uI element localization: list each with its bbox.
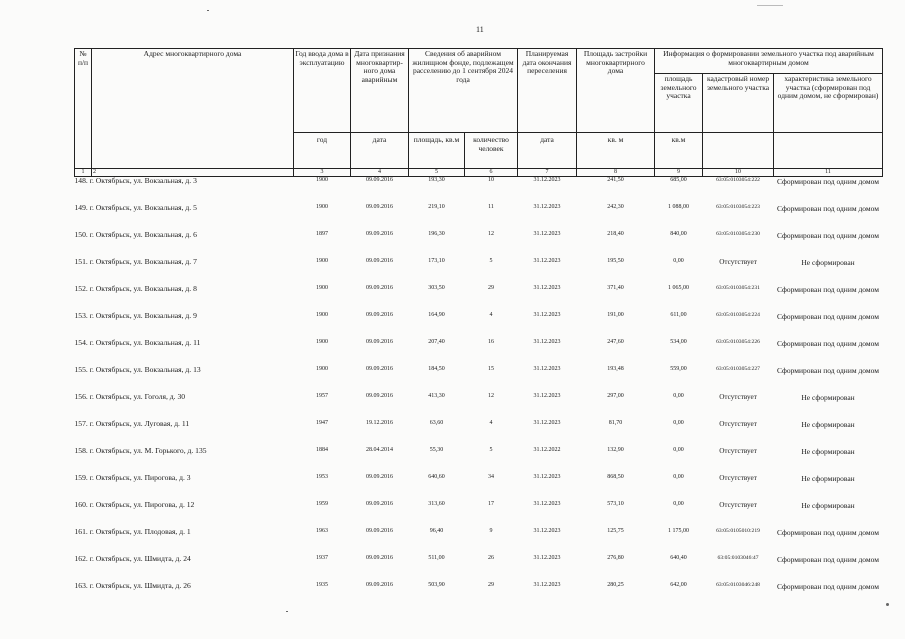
unit-cadastral-empty	[703, 133, 774, 169]
row-people: 10	[488, 177, 494, 183]
row-date: 09.09.2016	[366, 285, 393, 291]
row-year: 1957	[316, 393, 328, 399]
row-year: 1900	[316, 177, 328, 183]
row-address-cell	[75, 500, 294, 527]
unit-people: количество человек	[465, 133, 518, 169]
row-people: 29	[488, 285, 494, 291]
row-land-area: 840,00	[670, 231, 687, 237]
row-footprint: 247,60	[607, 339, 624, 345]
row-address-cell	[75, 177, 294, 204]
row-footprint: 573,10	[607, 501, 624, 507]
row-cadastral: Отсутствует	[719, 393, 757, 401]
row-date: 09.09.2016	[366, 204, 393, 210]
row-cadastral: Отсутствует	[719, 447, 757, 455]
unit-planned: дата	[518, 133, 577, 169]
col-number: 8	[577, 169, 655, 177]
row-footprint: 81,70	[608, 420, 623, 426]
row-footprint: 195,50	[607, 258, 624, 264]
row-address: г. Октябрьск, ул. Луговая, д. 11	[89, 419, 190, 428]
row-status: Сформирован под одним домом	[777, 285, 879, 294]
row-people: 29	[488, 582, 494, 588]
row-number: 159.	[74, 473, 88, 482]
row-address-cell	[75, 338, 294, 365]
row-number: 152.	[74, 284, 88, 293]
row-status: Не сформирован	[801, 447, 855, 456]
table-row	[75, 203, 883, 230]
row-address: г. Октябрьск, ул. Шмидта, д. 24	[89, 554, 191, 563]
row-status: Не сформирован	[801, 258, 855, 267]
row-year: 1937	[316, 555, 328, 561]
row-address: г. Октябрьск, ул. Плодовая, д. 1	[89, 527, 191, 536]
row-cadastral: 63:05:0103054:230	[716, 231, 760, 237]
row-area: 640,60	[428, 474, 445, 480]
row-planned: 31.12.2023	[533, 258, 561, 264]
row-cadastral: 63:05:0103054:227	[716, 366, 760, 372]
row-cadastral: 63:05:0103046:47	[717, 555, 759, 561]
table-row	[75, 257, 883, 284]
row-address-cell	[75, 527, 294, 554]
row-year: 1900	[316, 258, 328, 264]
scan-speck	[886, 603, 889, 606]
row-address-cell	[75, 446, 294, 473]
row-date: 09.09.2016	[366, 393, 393, 399]
row-address-cell	[75, 392, 294, 419]
table-row	[75, 392, 883, 419]
row-number: 149.	[74, 203, 88, 212]
row-area: 164,90	[428, 312, 445, 318]
row-year: 1884	[316, 447, 328, 453]
table-row	[75, 473, 883, 500]
row-planned: 31.12.2022	[533, 447, 561, 453]
row-year: 1897	[316, 231, 328, 237]
row-number: 150.	[74, 230, 88, 239]
row-cadastral: Отсутствует	[719, 501, 757, 509]
header-land-area: площадь земельного участка	[655, 74, 703, 133]
row-planned: 31.12.2023	[533, 582, 561, 588]
row-area: 193,30	[428, 177, 445, 183]
row-footprint: 218,40	[607, 231, 624, 237]
unit-land: кв.м	[655, 133, 703, 169]
unit-date: дата	[351, 133, 409, 169]
row-address-cell	[75, 311, 294, 338]
row-date: 09.09.2016	[366, 474, 393, 480]
row-land-area: 0,00	[673, 420, 684, 426]
row-number: 157.	[74, 419, 88, 428]
row-address-cell	[75, 473, 294, 500]
row-status: Сформирован под одним домом	[777, 312, 879, 321]
row-planned: 31.12.2023	[533, 285, 561, 291]
row-number: 154.	[74, 338, 88, 347]
row-number: 158.	[74, 446, 88, 455]
row-people: 12	[488, 393, 494, 399]
row-cadastral: 63:05:0103046:248	[716, 582, 760, 588]
unit-footprint: кв. м	[577, 133, 655, 169]
row-status: Сформирован под одним домом	[777, 582, 879, 591]
row-address-cell	[75, 581, 294, 608]
row-cadastral: 63:05:0103054:231	[716, 285, 760, 291]
row-date: 09.09.2016	[366, 177, 393, 183]
col-number: 10	[703, 169, 774, 177]
row-date: 09.09.2016	[366, 528, 393, 534]
row-address: г. Октябрьск, ул. Вокзальная, д. 11	[89, 338, 201, 347]
table-row	[75, 311, 883, 338]
scan-speck	[286, 611, 288, 612]
row-people: 12	[488, 231, 494, 237]
row-people: 15	[488, 366, 494, 372]
table-row	[75, 446, 883, 473]
col-number: 4	[351, 169, 409, 177]
row-area: 413,30	[428, 393, 445, 399]
row-date: 09.09.2016	[366, 582, 393, 588]
row-date: 09.09.2016	[366, 312, 393, 318]
row-date: 19.12.2016	[366, 420, 393, 426]
row-date: 09.09.2016	[366, 231, 393, 237]
row-status: Не сформирован	[801, 393, 855, 402]
table-row	[75, 177, 883, 204]
header-date-emergency: Дата признания многоквартир-ного дома аварийным	[351, 49, 409, 133]
row-address: г. Октябрьск, ул. Пирогова, д. 12	[89, 500, 195, 509]
header-cadastral: кадастровый номер земельного участка	[703, 74, 774, 133]
scan-speck	[757, 5, 783, 6]
row-footprint: 191,00	[607, 312, 624, 318]
row-footprint: 132,90	[607, 447, 624, 453]
col-number: 7	[518, 169, 577, 177]
row-planned: 31.12.2023	[533, 474, 561, 480]
row-land-area: 0,00	[673, 393, 684, 399]
col-number: 2	[92, 169, 294, 177]
row-date: 09.09.2016	[366, 366, 393, 372]
col-number: 6	[465, 169, 518, 177]
row-area: 511,00	[428, 555, 445, 561]
row-area: 96,40	[429, 528, 444, 534]
row-address: г. Октябрьск, ул. Шмидта, д. 26	[89, 581, 191, 590]
table-body	[75, 177, 883, 609]
row-area: 313,60	[428, 501, 445, 507]
row-people: 34	[488, 474, 494, 480]
row-people: 4	[489, 312, 493, 318]
row-status: Сформирован под одним домом	[777, 177, 879, 186]
row-cadastral: Отсутствует	[719, 420, 757, 428]
table-row	[75, 419, 883, 446]
row-planned: 31.12.2023	[533, 231, 561, 237]
row-number: 153.	[74, 311, 88, 320]
row-footprint: 193,48	[607, 366, 624, 372]
row-people: 17	[488, 501, 494, 507]
unit-area: площадь, кв.м	[409, 133, 465, 169]
row-land-area: 0,00	[673, 258, 684, 264]
row-year: 1947	[316, 420, 328, 426]
row-footprint: 371,40	[607, 285, 624, 291]
row-date: 28.04.2014	[366, 447, 393, 453]
row-status: Сформирован под одним домом	[777, 204, 879, 213]
header-planned-date: Планируемая дата окончания переселения	[518, 49, 577, 133]
row-address: г. Октябрьск, ул. Вокзальная, д. 13	[89, 365, 201, 374]
row-address: г. Октябрьск, ул. Вокзальная, д. 6	[89, 230, 197, 239]
row-land-area: 640,40	[670, 555, 687, 561]
header-land-char: характеристика земельного участка (сформирован под одним домом, не сформирован)	[774, 74, 883, 133]
row-number: 155.	[74, 365, 88, 374]
row-address: г. Октябрьск, ул. Вокзальная, д. 7	[89, 257, 197, 266]
row-planned: 31.12.2023	[533, 393, 561, 399]
row-address: г. Октябрьск, ул. Вокзальная, д. 5	[89, 203, 197, 212]
row-address: г. Октябрьск, ул. Пирогова, д. 3	[89, 473, 191, 482]
col-number: 9	[655, 169, 703, 177]
row-number: 161.	[74, 527, 88, 536]
row-number: 162.	[74, 554, 88, 563]
row-number: 151.	[74, 257, 88, 266]
row-planned: 31.12.2023	[533, 312, 561, 318]
row-year: 1900	[316, 285, 328, 291]
row-area: 196,30	[428, 231, 445, 237]
row-people: 5	[489, 258, 493, 264]
page-number: 11	[476, 25, 484, 34]
row-land-area: 685,00	[670, 177, 687, 183]
row-date: 09.09.2016	[366, 339, 393, 345]
row-land-area: 1 175,00	[668, 528, 690, 534]
row-year: 1963	[316, 528, 328, 534]
row-area: 173,10	[428, 258, 445, 264]
row-year: 1959	[316, 501, 328, 507]
row-address: г. Октябрьск, ул. Вокзальная, д. 8	[89, 284, 197, 293]
row-date: 09.09.2016	[366, 555, 393, 561]
row-number: 156.	[74, 392, 88, 401]
row-number: 160.	[74, 500, 88, 509]
row-status: Не сформирован	[801, 420, 855, 429]
row-planned: 31.12.2023	[533, 501, 561, 507]
row-address-cell	[75, 203, 294, 230]
row-cadastral: 63:05:0103054:224	[716, 312, 760, 318]
row-land-area: 534,00	[670, 339, 687, 345]
row-planned: 31.12.2023	[533, 528, 561, 534]
header-footprint: Площадь застройки многоквартирного дома	[577, 49, 655, 133]
row-land-area: 1 065,00	[668, 285, 690, 291]
row-people: 5	[489, 447, 493, 453]
row-planned: 31.12.2023	[533, 339, 561, 345]
row-number: 148.	[74, 176, 88, 185]
table-row	[75, 500, 883, 527]
row-status: Сформирован под одним домом	[777, 555, 879, 564]
row-address-cell	[75, 365, 294, 392]
row-cadastral: 63:05:0105010:219	[716, 528, 760, 534]
row-footprint: 276,80	[607, 555, 624, 561]
row-people: 4	[489, 420, 493, 426]
unit-char-empty	[774, 133, 883, 169]
row-area: 55,30	[429, 447, 444, 453]
row-number: 163.	[74, 581, 88, 590]
row-area: 207,40	[428, 339, 445, 345]
row-year: 1900	[316, 366, 328, 372]
col-number: 5	[409, 169, 465, 177]
row-address-cell	[75, 554, 294, 581]
row-date: 09.09.2016	[366, 258, 393, 264]
table-row	[75, 527, 883, 554]
col-number: 3	[294, 169, 351, 177]
row-footprint: 868,50	[607, 474, 624, 480]
row-area: 219,10	[428, 204, 445, 210]
row-people: 9	[489, 528, 493, 534]
row-year: 1953	[316, 474, 328, 480]
row-cadastral: Отсутствует	[719, 258, 757, 266]
row-people: 11	[488, 204, 494, 210]
row-status: Не сформирован	[801, 474, 855, 483]
scan-speck	[207, 10, 209, 11]
row-status: Сформирован под одним домом	[777, 339, 879, 348]
row-address: г. Октябрьск, ул. Вокзальная, д. 9	[89, 311, 197, 320]
row-year: 1900	[316, 204, 328, 210]
row-area: 184,50	[428, 366, 445, 372]
table-row	[75, 581, 883, 608]
row-land-area: 642,00	[670, 582, 687, 588]
header-year: Год ввода дома в эксплуатацию	[294, 49, 351, 133]
row-address-cell	[75, 284, 294, 311]
col-number: 1	[75, 169, 92, 177]
row-address: г. Октябрьск, ул. М. Горького, д. 135	[89, 446, 207, 455]
unit-year: год	[294, 133, 351, 169]
row-land-area: 0,00	[673, 474, 684, 480]
row-cadastral: Отсутствует	[719, 474, 757, 482]
row-planned: 31.12.2023	[533, 177, 561, 183]
table-row	[75, 230, 883, 257]
table-row	[75, 554, 883, 581]
table-row	[75, 365, 883, 392]
row-cadastral: 63:05:0103054:226	[716, 339, 760, 345]
row-address-cell	[75, 257, 294, 284]
row-status: Сформирован под одним домом	[777, 366, 879, 375]
row-address-cell	[75, 419, 294, 446]
row-address: г. Октябрьск, ул. Вокзальная, д. 3	[89, 176, 197, 185]
row-land-area: 0,00	[673, 447, 684, 453]
row-status: Не сформирован	[801, 501, 855, 510]
row-land-area: 1 088,00	[668, 204, 690, 210]
row-area: 303,50	[428, 285, 445, 291]
row-footprint: 297,00	[607, 393, 624, 399]
row-planned: 31.12.2023	[533, 204, 561, 210]
row-area: 63,60	[429, 420, 444, 426]
emergency-housing-table	[74, 48, 883, 608]
row-planned: 31.12.2023	[533, 555, 561, 561]
row-planned: 31.12.2023	[533, 366, 561, 372]
row-year: 1935	[316, 582, 328, 588]
row-area: 503,90	[428, 582, 445, 588]
row-footprint: 280,25	[607, 582, 624, 588]
table-row	[75, 284, 883, 311]
row-land-area: 559,00	[670, 366, 687, 372]
row-people: 26	[488, 555, 494, 561]
row-cadastral: 63:05:0103054:222	[716, 177, 760, 183]
row-people: 16	[488, 339, 494, 345]
row-cadastral: 63:05:0103054:223	[716, 204, 760, 210]
row-footprint: 242,30	[607, 204, 624, 210]
header-num: № п/п	[75, 49, 92, 169]
header-land-info: Информация о формировании земельного участка под аварийным многоквартирным домом	[655, 49, 883, 74]
row-status: Сформирован под одним домом	[777, 528, 879, 537]
row-year: 1900	[316, 339, 328, 345]
row-address: г. Октябрьск, ул. Гоголя, д. 30	[89, 392, 186, 401]
header-fund-info: Сведения об аварийном жилищном фонде, подлежащем расселению до 1 сентября 2024 года	[409, 49, 518, 133]
row-footprint: 241,50	[607, 177, 624, 183]
row-land-area: 0,00	[673, 501, 684, 507]
col-number: 11	[774, 169, 883, 177]
row-planned: 31.12.2023	[533, 420, 561, 426]
row-date: 09.09.2016	[366, 501, 393, 507]
table-row	[75, 338, 883, 365]
row-status: Сформирован под одним домом	[777, 231, 879, 240]
row-land-area: 611,00	[670, 312, 687, 318]
header-address: Адрес многоквартирного дома	[92, 49, 294, 169]
row-address-cell	[75, 230, 294, 257]
row-year: 1900	[316, 312, 328, 318]
row-footprint: 125,75	[607, 528, 624, 534]
